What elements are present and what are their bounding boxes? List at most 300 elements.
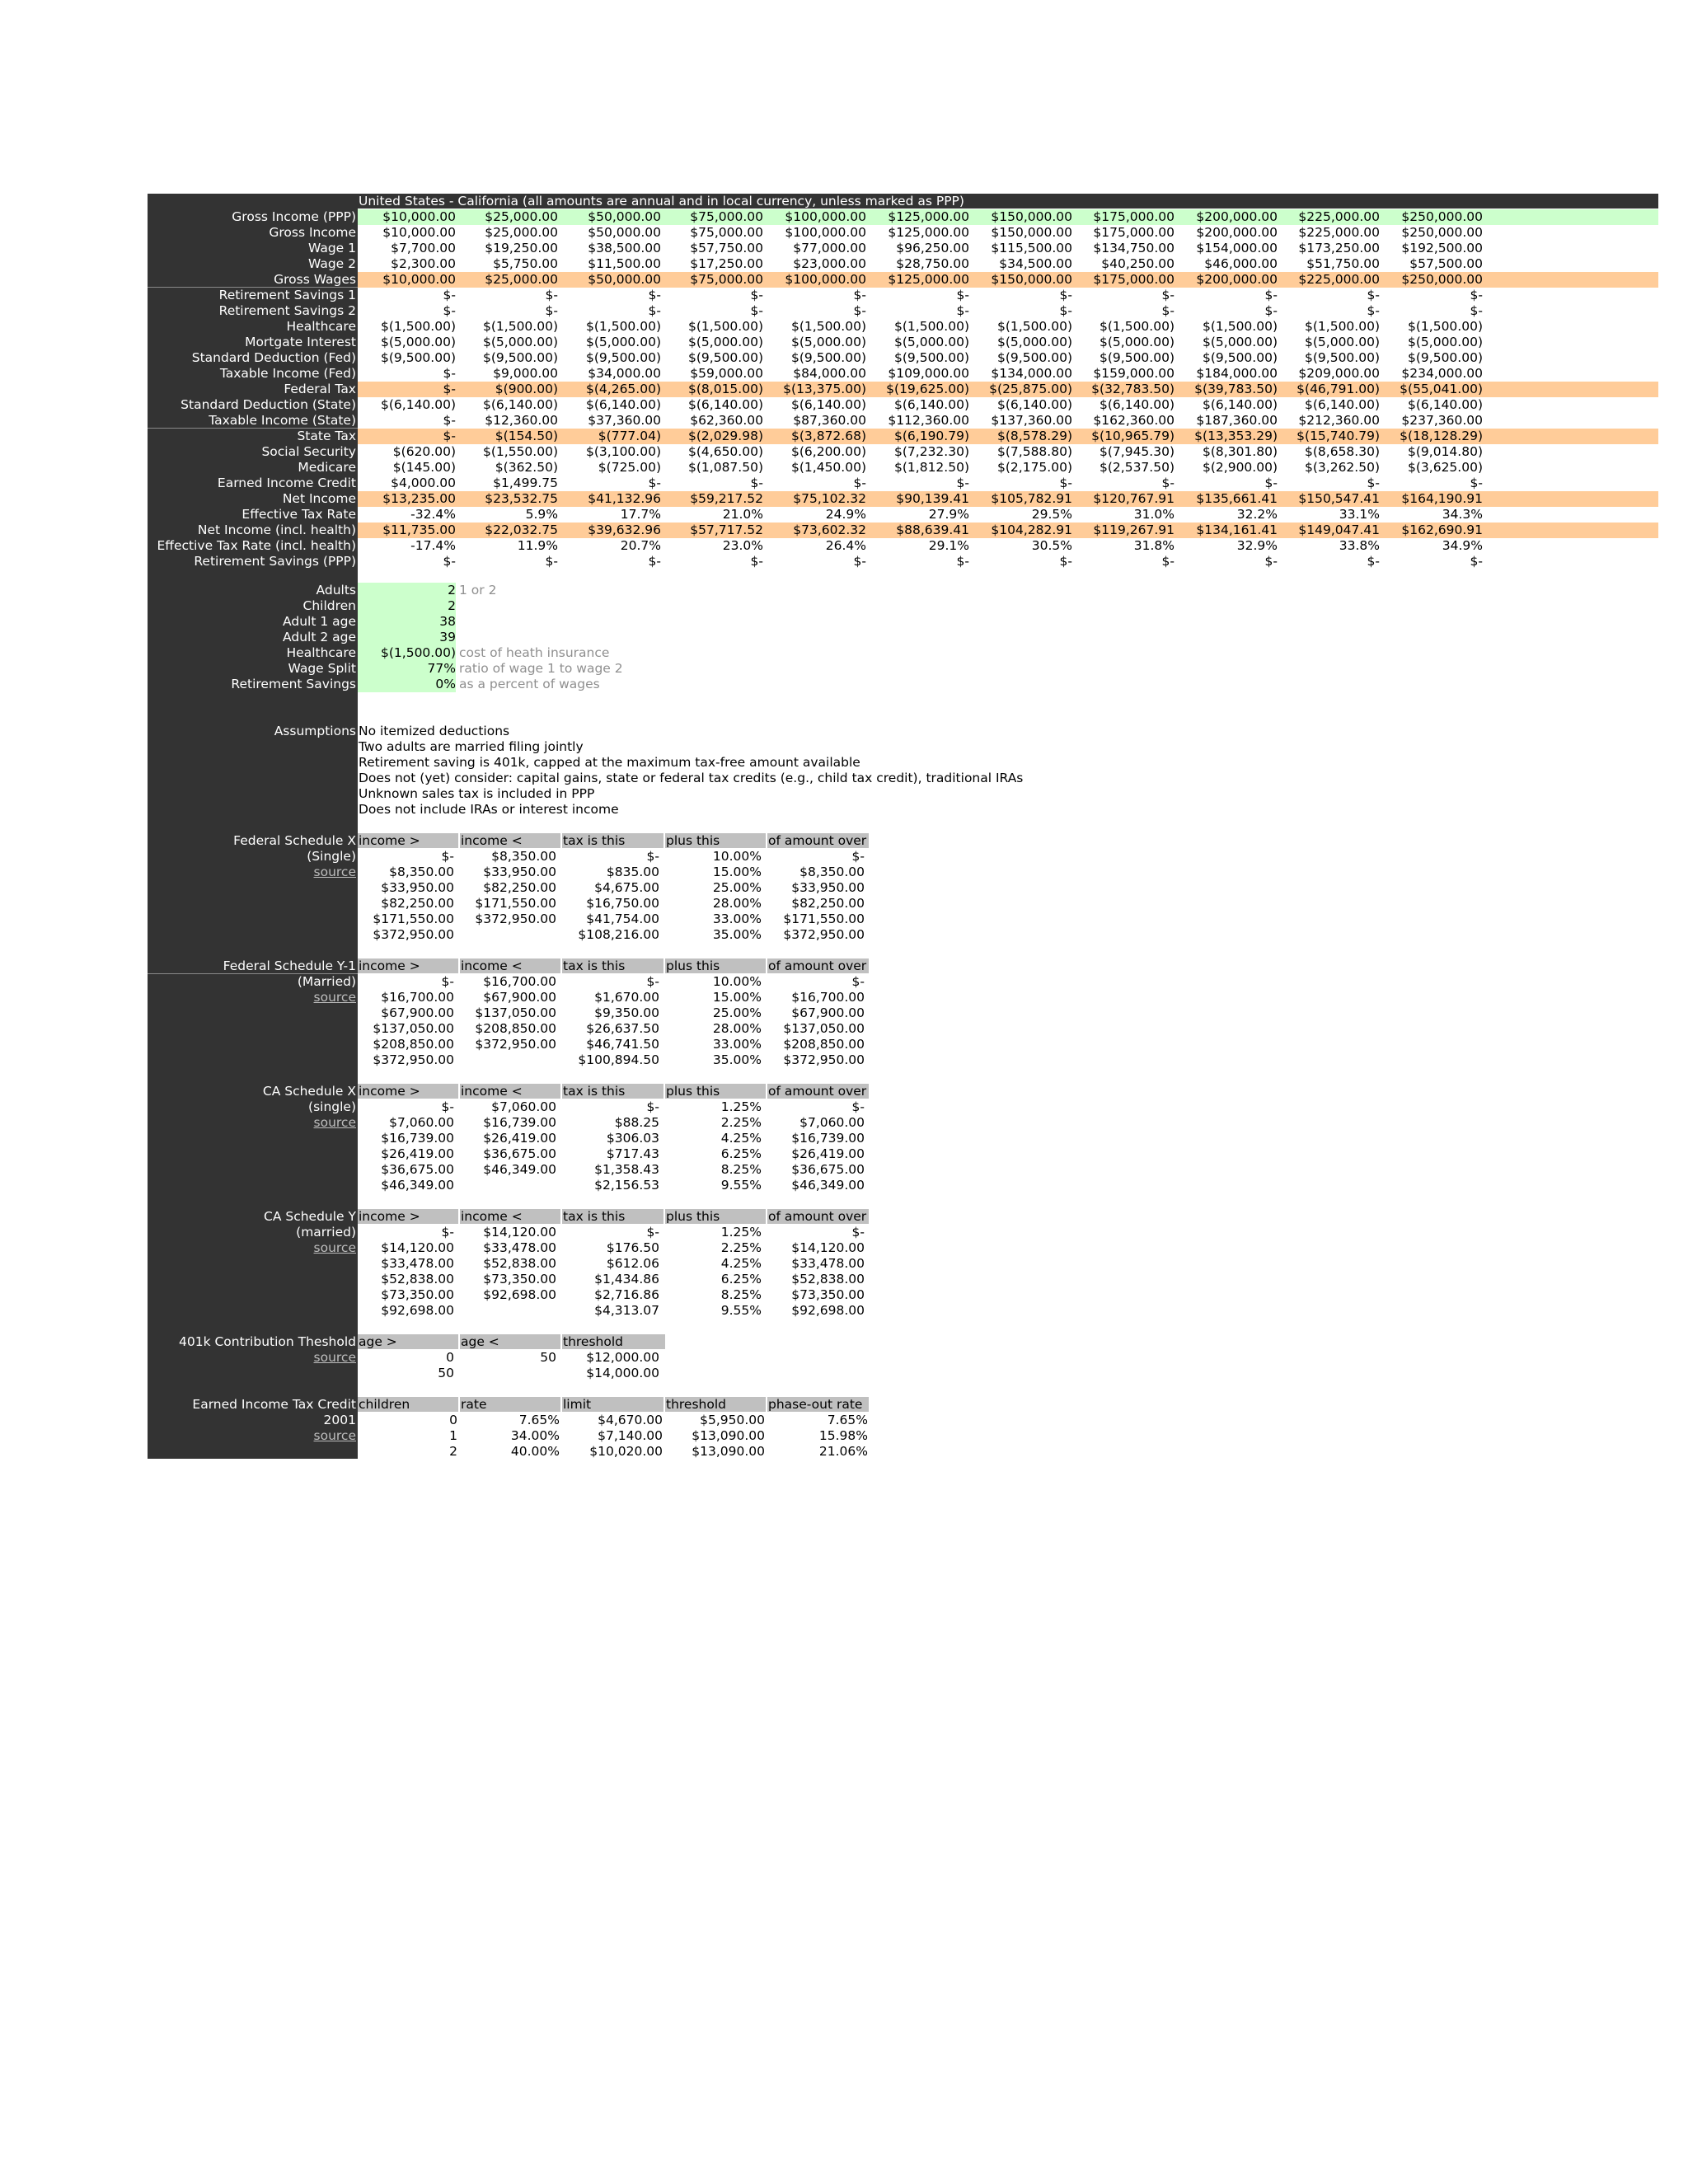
value-cell[interactable]: $164,190.91 (1401, 491, 1483, 506)
data-row (148, 241, 1664, 256)
value-cell[interactable]: $(1,500.00) (1408, 319, 1483, 334)
value-cell[interactable]: $9,000.00 (493, 366, 558, 381)
source-link[interactable]: source (313, 990, 356, 1005)
value-cell[interactable]: $(1,500.00) (997, 319, 1072, 334)
column-header: income > (359, 1209, 420, 1224)
value-cell[interactable]: $(13,375.00) (783, 382, 866, 396)
value-cell[interactable]: $(9,500.00) (1203, 350, 1278, 365)
value-cell[interactable]: $134,000.00 (991, 366, 1072, 381)
value-cell[interactable]: $(1,450.00) (791, 460, 866, 475)
value-cell[interactable]: $250,000.00 (1401, 272, 1483, 287)
value-cell[interactable]: $162,360.00 (1093, 413, 1175, 428)
value-cell[interactable]: $- (648, 288, 661, 302)
value-cell[interactable]: $- (1059, 303, 1072, 318)
value-cell[interactable]: $- (956, 288, 969, 302)
value-cell[interactable]: $- (648, 303, 661, 318)
value-cell[interactable]: $- (750, 476, 763, 490)
value-cell[interactable]: $159,000.00 (1093, 366, 1175, 381)
schedule-title: CA Schedule Y (264, 1209, 356, 1224)
value-cell[interactable]: $212,360.00 (1298, 413, 1380, 428)
value-cell[interactable]: $75,102.32 (793, 491, 866, 506)
value-cell[interactable]: $1,499.75 (493, 476, 558, 490)
value-cell[interactable]: $- (853, 554, 866, 569)
value-cell[interactable]: $40,250.00 (1101, 256, 1175, 271)
value-cell[interactable]: 32.9% (1236, 538, 1278, 553)
input-value[interactable]: 38 (358, 614, 456, 630)
schedule-cell: $- (851, 974, 865, 989)
value-cell[interactable]: $(5,000.00) (997, 335, 1072, 349)
schedule-cell: $612.06 (606, 1256, 659, 1271)
value-cell[interactable]: $119,267.91 (1093, 523, 1175, 537)
value-cell[interactable]: $88,639.41 (896, 523, 969, 537)
value-cell[interactable]: 5.9% (525, 507, 558, 522)
value-cell[interactable]: $(900.00) (495, 382, 558, 396)
value-cell[interactable]: $23,000.00 (793, 256, 866, 271)
value-cell[interactable]: 31.0% (1133, 507, 1175, 522)
data-row (148, 476, 1664, 491)
value-cell[interactable]: $- (1470, 476, 1483, 490)
value-cell[interactable]: $(6,140.00) (1408, 397, 1483, 412)
schedule-cell: $208,850.00 (475, 1021, 556, 1036)
source-link[interactable]: source (313, 1240, 356, 1255)
value-cell[interactable]: $75,000.00 (690, 272, 763, 287)
value-cell[interactable]: 30.5% (1031, 538, 1072, 553)
value-cell[interactable]: $(9,500.00) (1100, 350, 1175, 365)
value-cell[interactable]: $(2,175.00) (997, 460, 1072, 475)
value-cell[interactable]: $(8,301.80) (1203, 444, 1278, 459)
value-cell[interactable]: 31.8% (1133, 538, 1175, 553)
value-cell[interactable]: $13,235.00 (382, 491, 456, 506)
value-cell[interactable]: $(6,140.00) (381, 397, 456, 412)
value-cell[interactable]: $(8,658.30) (1305, 444, 1380, 459)
value-cell[interactable]: $(5,000.00) (688, 335, 763, 349)
column-header: income > (359, 1084, 420, 1099)
value-cell[interactable]: $192,500.00 (1401, 241, 1483, 255)
value-cell[interactable]: $105,782.91 (991, 491, 1072, 506)
value-cell[interactable]: $112,360.00 (888, 413, 969, 428)
schedule-cell: 4.25% (720, 1256, 762, 1271)
value-cell[interactable]: $- (1161, 476, 1175, 490)
schedule-cell: $73,350.00 (483, 1272, 556, 1286)
value-cell[interactable]: 20.7% (620, 538, 661, 553)
value-cell[interactable]: $(13,353.29) (1194, 429, 1278, 443)
value-cell[interactable]: $- (545, 554, 558, 569)
value-cell[interactable]: $154,000.00 (1196, 241, 1278, 255)
value-cell[interactable]: $(3,100.00) (586, 444, 661, 459)
schedule-cell: $306.03 (606, 1131, 659, 1146)
value-cell[interactable]: $59,000.00 (690, 366, 763, 381)
value-cell[interactable]: $90,139.41 (896, 491, 969, 506)
value-cell[interactable]: $- (1367, 476, 1380, 490)
value-cell[interactable]: $- (956, 303, 969, 318)
value-cell[interactable]: $(9,500.00) (483, 350, 558, 365)
value-cell[interactable]: $175,000.00 (1093, 209, 1175, 224)
schedule-header-row (148, 833, 1664, 849)
value-cell[interactable]: $(6,190.79) (894, 429, 969, 443)
value-cell[interactable]: $(362.50) (495, 460, 558, 475)
value-cell[interactable]: $(7,945.30) (1100, 444, 1175, 459)
value-cell[interactable]: -17.4% (410, 538, 456, 553)
value-cell[interactable]: $(9,500.00) (894, 350, 969, 365)
value-cell[interactable]: $184,000.00 (1196, 366, 1278, 381)
value-cell[interactable]: $(6,140.00) (894, 397, 969, 412)
value-cell[interactable]: $- (853, 303, 866, 318)
value-cell[interactable]: $- (1470, 288, 1483, 302)
value-cell[interactable]: $(1,550.00) (483, 444, 558, 459)
value-cell[interactable]: $5,750.00 (493, 256, 558, 271)
source-link[interactable]: source (313, 1115, 356, 1130)
schedule-cell: $- (441, 1099, 454, 1114)
value-cell[interactable]: $- (648, 476, 661, 490)
value-cell[interactable]: $87,360.00 (793, 413, 866, 428)
value-cell[interactable]: $- (1264, 303, 1278, 318)
value-cell[interactable]: $(3,872.68) (791, 429, 866, 443)
value-cell[interactable]: $(5,000.00) (894, 335, 969, 349)
value-cell[interactable]: $(1,500.00) (1203, 319, 1278, 334)
value-cell[interactable]: $4,000.00 (391, 476, 456, 490)
value-cell[interactable]: $77,000.00 (793, 241, 866, 255)
value-cell[interactable]: $(10,965.79) (1091, 429, 1175, 443)
value-cell[interactable]: 24.9% (825, 507, 866, 522)
value-cell[interactable]: $22,032.75 (485, 523, 558, 537)
value-cell[interactable]: $(18,128.29) (1400, 429, 1483, 443)
value-cell[interactable]: $- (750, 288, 763, 302)
value-cell[interactable]: $125,000.00 (888, 225, 969, 240)
value-cell[interactable]: $(2,900.00) (1203, 460, 1278, 475)
schedule-cell: $67,900.00 (791, 1005, 865, 1020)
value-cell[interactable]: $149,047.41 (1298, 523, 1380, 537)
schedule-row (148, 1099, 1664, 1115)
value-cell[interactable]: $237,360.00 (1401, 413, 1483, 428)
input-value[interactable]: 77% (358, 661, 456, 677)
value-cell[interactable]: $250,000.00 (1401, 209, 1483, 224)
value-cell[interactable]: $(9,500.00) (688, 350, 763, 365)
value-cell[interactable]: $51,750.00 (1306, 256, 1380, 271)
value-cell[interactable]: 26.4% (825, 538, 866, 553)
value-cell[interactable]: $- (443, 429, 456, 443)
value-cell[interactable]: $(777.04) (598, 429, 661, 443)
value-cell[interactable]: $175,000.00 (1093, 225, 1175, 240)
value-cell[interactable]: $(1,500.00) (894, 319, 969, 334)
value-cell[interactable]: $(32,783.50) (1091, 382, 1175, 396)
value-cell[interactable]: $100,000.00 (785, 225, 866, 240)
value-cell[interactable]: $(1,500.00) (791, 319, 866, 334)
value-cell[interactable]: $150,000.00 (991, 272, 1072, 287)
value-cell[interactable]: $- (545, 288, 558, 302)
value-cell[interactable]: $(46,791.00) (1296, 382, 1380, 396)
value-cell[interactable]: $(9,500.00) (997, 350, 1072, 365)
value-cell[interactable]: $(55,041.00) (1400, 382, 1483, 396)
schedule-row (148, 1225, 1664, 1240)
value-cell[interactable]: $25,000.00 (485, 272, 558, 287)
value-cell[interactable]: $(1,500.00) (688, 319, 763, 334)
value-cell[interactable]: $- (956, 554, 969, 569)
data-row (148, 491, 1664, 507)
value-cell[interactable]: $234,000.00 (1401, 366, 1483, 381)
value-cell[interactable]: $175,000.00 (1093, 272, 1175, 287)
value-cell[interactable]: $41,132.96 (588, 491, 661, 506)
value-cell[interactable]: $75,000.00 (690, 225, 763, 240)
value-cell[interactable]: $- (1161, 288, 1175, 302)
value-cell[interactable]: $- (443, 303, 456, 318)
schedule-cell: $208,850.00 (783, 1037, 865, 1052)
value-cell[interactable]: $- (1470, 303, 1483, 318)
value-cell[interactable]: $(9,500.00) (586, 350, 661, 365)
value-cell[interactable]: 23.0% (722, 538, 763, 553)
eitc-cell: 34.00% (510, 1428, 560, 1443)
input-value[interactable]: 2 (358, 598, 456, 614)
input-value[interactable]: 2 (358, 583, 456, 598)
value-cell[interactable]: $10,000.00 (382, 225, 456, 240)
value-cell[interactable]: $(725.00) (598, 460, 661, 475)
row-label: Retirement Savings 2 (218, 303, 356, 318)
value-cell[interactable]: $(19,625.00) (886, 382, 969, 396)
value-cell[interactable]: $- (1470, 554, 1483, 569)
input-value[interactable]: $(1,500.00) (358, 645, 456, 661)
value-cell[interactable]: $(6,140.00) (791, 397, 866, 412)
value-cell[interactable]: $- (1264, 288, 1278, 302)
value-cell[interactable]: $- (1059, 288, 1072, 302)
value-cell[interactable]: $(5,000.00) (1305, 335, 1380, 349)
value-cell[interactable]: $(15,740.79) (1296, 429, 1380, 443)
source-link[interactable]: source (313, 1428, 356, 1443)
value-cell[interactable]: $(1,500.00) (1100, 319, 1175, 334)
value-cell[interactable]: $- (443, 288, 456, 302)
value-cell[interactable]: $(1,500.00) (1305, 319, 1380, 334)
value-cell[interactable]: $225,000.00 (1298, 272, 1380, 287)
input-row (148, 598, 1664, 614)
value-cell[interactable]: $57,750.00 (690, 241, 763, 255)
value-cell[interactable]: $- (443, 366, 456, 381)
value-cell[interactable]: $57,500.00 (1409, 256, 1483, 271)
value-cell[interactable]: 34.9% (1442, 538, 1483, 553)
value-cell[interactable]: $150,547.41 (1298, 491, 1380, 506)
value-cell[interactable]: $(9,500.00) (1408, 350, 1483, 365)
value-cell[interactable]: $(9,500.00) (381, 350, 456, 365)
value-cell[interactable]: $(1,087.50) (688, 460, 763, 475)
value-cell[interactable]: $25,000.00 (485, 225, 558, 240)
value-cell[interactable]: $46,000.00 (1204, 256, 1278, 271)
value-cell[interactable]: $28,750.00 (896, 256, 969, 271)
value-cell[interactable]: $(6,140.00) (997, 397, 1072, 412)
value-cell[interactable]: $- (750, 303, 763, 318)
value-cell[interactable]: 21.0% (722, 507, 763, 522)
value-cell[interactable]: $2,300.00 (391, 256, 456, 271)
value-cell[interactable]: $11,500.00 (588, 256, 661, 271)
contribution-row (148, 1350, 1664, 1366)
value-cell[interactable]: $(39,783.50) (1194, 382, 1278, 396)
value-cell[interactable]: $- (1367, 303, 1380, 318)
value-cell[interactable]: $- (1161, 303, 1175, 318)
value-cell[interactable]: $37,360.00 (588, 413, 661, 428)
value-cell[interactable]: $50,000.00 (588, 225, 661, 240)
value-cell[interactable]: $109,000.00 (888, 366, 969, 381)
value-cell[interactable]: $125,000.00 (888, 272, 969, 287)
value-cell[interactable]: $(620.00) (392, 444, 456, 459)
value-cell[interactable]: $(25,875.00) (989, 382, 1072, 396)
value-cell[interactable]: 32.2% (1236, 507, 1278, 522)
value-cell[interactable]: $200,000.00 (1196, 209, 1278, 224)
value-cell[interactable]: 29.5% (1031, 507, 1072, 522)
value-cell[interactable]: $150,000.00 (991, 225, 1072, 240)
value-cell[interactable]: $(5,000.00) (1100, 335, 1175, 349)
value-cell[interactable]: $59,217.52 (690, 491, 763, 506)
value-cell[interactable]: $(8,578.29) (997, 429, 1072, 443)
value-cell[interactable]: $57,717.52 (690, 523, 763, 537)
value-cell[interactable]: -32.4% (410, 507, 456, 522)
schedule-cell: $8,350.00 (799, 865, 865, 879)
value-cell[interactable]: $96,250.00 (896, 241, 969, 255)
value-cell[interactable]: $(6,140.00) (1203, 397, 1278, 412)
value-cell[interactable]: $- (545, 303, 558, 318)
value-cell[interactable]: $- (956, 476, 969, 490)
schedule-cell: $176.50 (606, 1240, 659, 1255)
value-cell[interactable]: $(9,500.00) (1305, 350, 1380, 365)
value-cell[interactable]: $(6,140.00) (1100, 397, 1175, 412)
schedule-subtitle: (single) (308, 1099, 356, 1114)
value-cell[interactable]: $(5,000.00) (1203, 335, 1278, 349)
value-cell[interactable]: $73,602.32 (793, 523, 866, 537)
value-cell[interactable]: $(3,625.00) (1408, 460, 1483, 475)
value-cell[interactable]: $10,000.00 (382, 272, 456, 287)
value-cell[interactable]: $- (1264, 476, 1278, 490)
row-label: Wage 1 (308, 241, 356, 255)
value-cell[interactable]: $173,250.00 (1298, 241, 1380, 255)
value-cell[interactable]: $17,250.00 (690, 256, 763, 271)
value-cell[interactable]: $12,360.00 (485, 413, 558, 428)
value-cell[interactable]: $34,500.00 (999, 256, 1072, 271)
value-cell[interactable]: $10,000.00 (382, 209, 456, 224)
value-cell[interactable]: $19,250.00 (485, 241, 558, 255)
value-cell[interactable]: $200,000.00 (1196, 225, 1278, 240)
value-cell[interactable]: $100,000.00 (785, 272, 866, 287)
value-cell[interactable]: $(5,000.00) (381, 335, 456, 349)
value-cell[interactable]: $225,000.00 (1298, 209, 1380, 224)
value-cell[interactable]: $- (750, 554, 763, 569)
value-cell[interactable]: $125,000.00 (888, 209, 969, 224)
schedule-header-row (148, 958, 1664, 974)
input-value[interactable]: 39 (358, 630, 456, 645)
data-row (148, 335, 1664, 350)
value-cell[interactable]: $(2,029.98) (688, 429, 763, 443)
value-cell[interactable]: $(7,232.30) (894, 444, 969, 459)
value-cell[interactable]: $- (443, 382, 456, 396)
row-label: Healthcare (286, 319, 356, 334)
value-cell[interactable]: $(3,262.50) (1305, 460, 1380, 475)
value-cell[interactable]: $38,500.00 (588, 241, 661, 255)
value-cell[interactable]: $(5,000.00) (1408, 335, 1483, 349)
value-cell[interactable]: $(6,140.00) (688, 397, 763, 412)
value-cell[interactable]: 29.1% (928, 538, 969, 553)
value-cell[interactable]: $(1,812.50) (894, 460, 969, 475)
value-cell[interactable]: $162,690.91 (1401, 523, 1483, 537)
value-cell[interactable]: $150,000.00 (991, 209, 1072, 224)
value-cell[interactable]: $- (443, 413, 456, 428)
value-cell[interactable]: $104,282.91 (991, 523, 1072, 537)
value-cell[interactable]: $200,000.00 (1196, 272, 1278, 287)
value-cell[interactable]: $225,000.00 (1298, 225, 1380, 240)
value-cell[interactable]: $(4,265.00) (586, 382, 661, 396)
value-cell[interactable]: $(2,537.50) (1100, 460, 1175, 475)
value-cell[interactable]: $120,767.91 (1093, 491, 1175, 506)
value-cell[interactable]: $7,700.00 (391, 241, 456, 255)
value-cell[interactable]: $50,000.00 (588, 209, 661, 224)
value-cell[interactable]: $(154.50) (495, 429, 558, 443)
value-cell[interactable]: $(1,500.00) (483, 319, 558, 334)
value-cell[interactable]: $(6,140.00) (483, 397, 558, 412)
value-cell[interactable]: $(8,015.00) (688, 382, 763, 396)
value-cell[interactable]: $- (648, 554, 661, 569)
value-cell[interactable]: $- (1161, 554, 1175, 569)
value-cell[interactable]: $- (853, 288, 866, 302)
value-cell[interactable]: 34.3% (1442, 507, 1483, 522)
value-cell[interactable]: $(6,200.00) (791, 444, 866, 459)
value-cell[interactable]: $- (443, 554, 456, 569)
value-cell[interactable]: $- (853, 476, 866, 490)
value-cell[interactable]: 11.9% (517, 538, 558, 553)
value-cell[interactable]: $39,632.96 (588, 523, 661, 537)
value-cell[interactable]: $100,000.00 (785, 209, 866, 224)
value-cell[interactable]: $(4,650.00) (688, 444, 763, 459)
value-cell[interactable]: $(5,000.00) (483, 335, 558, 349)
value-cell[interactable]: $(9,500.00) (791, 350, 866, 365)
source-link[interactable]: source (313, 1350, 356, 1365)
value-cell[interactable]: $115,500.00 (991, 241, 1072, 255)
value-cell[interactable]: $(1,500.00) (586, 319, 661, 334)
value-cell[interactable]: $(9,014.80) (1408, 444, 1483, 459)
value-cell[interactable]: $(6,140.00) (586, 397, 661, 412)
value-cell[interactable]: $(145.00) (392, 460, 456, 475)
value-cell[interactable]: $250,000.00 (1401, 225, 1483, 240)
value-cell[interactable]: $34,000.00 (588, 366, 661, 381)
value-cell[interactable]: 33.1% (1339, 507, 1380, 522)
value-cell[interactable]: $50,000.00 (588, 272, 661, 287)
value-cell[interactable]: $84,000.00 (793, 366, 866, 381)
data-row (148, 209, 1664, 225)
value-cell[interactable]: $(6,140.00) (1305, 397, 1380, 412)
value-cell[interactable]: $- (1264, 554, 1278, 569)
value-cell[interactable]: $25,000.00 (485, 209, 558, 224)
value-cell[interactable]: $62,360.00 (690, 413, 763, 428)
value-cell[interactable]: $23,532.75 (485, 491, 558, 506)
value-cell[interactable]: $135,661.41 (1196, 491, 1278, 506)
value-cell[interactable]: 27.9% (928, 507, 969, 522)
value-cell[interactable]: $134,161.41 (1196, 523, 1278, 537)
schedule-row (148, 896, 1664, 912)
value-cell[interactable]: 33.8% (1339, 538, 1380, 553)
column-header: limit (563, 1397, 592, 1412)
value-cell[interactable]: $187,360.00 (1196, 413, 1278, 428)
value-cell[interactable]: 17.7% (620, 507, 661, 522)
value-cell[interactable]: $(1,500.00) (381, 319, 456, 334)
value-cell[interactable]: $- (1367, 288, 1380, 302)
value-cell[interactable]: $- (1367, 554, 1380, 569)
value-cell[interactable]: $(5,000.00) (791, 335, 866, 349)
value-cell[interactable]: $134,750.00 (1093, 241, 1175, 255)
input-label: Children (302, 598, 356, 613)
value-cell[interactable]: $- (1059, 476, 1072, 490)
value-cell[interactable]: $209,000.00 (1298, 366, 1380, 381)
value-cell[interactable]: $(7,588.80) (997, 444, 1072, 459)
value-cell[interactable]: $- (1059, 554, 1072, 569)
value-cell[interactable]: $137,360.00 (991, 413, 1072, 428)
value-cell[interactable]: $75,000.00 (690, 209, 763, 224)
schedule-cell: $26,419.00 (791, 1146, 865, 1161)
source-link[interactable]: source (313, 865, 356, 879)
input-value[interactable]: 0% (358, 677, 456, 692)
value-cell[interactable]: $(5,000.00) (586, 335, 661, 349)
value-cell[interactable]: $11,735.00 (382, 523, 456, 537)
